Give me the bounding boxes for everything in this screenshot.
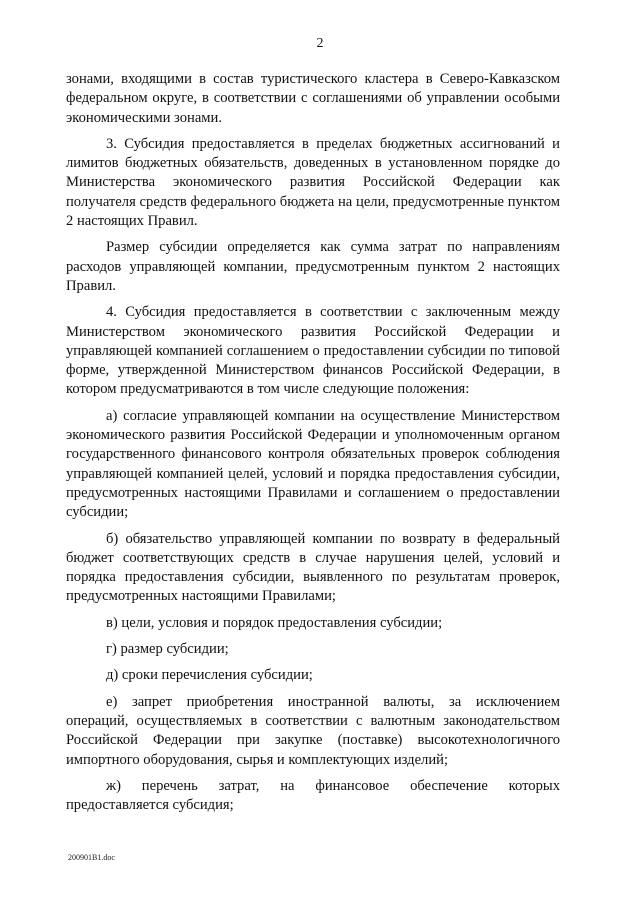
list-item-e: е) запрет приобретения иностранной валюты, за исключением операций, осуществляемых в соответствии с валютным законодательством Российской Федерации при закупке (поставке) высокотехнологичного импортного оборудования, сырья и комплектующих изделий;	[66, 693, 560, 768]
list-item-zh: ж) перечень затрат, на финансовое обеспечение которых предоставляется субсидия;	[66, 777, 560, 814]
paragraph-subsidy-amount: Размер субсидии определяется как сумма затрат по направлениям расходов управляющей компании, предусмотренным пунктом 2 настоящих Правил.	[66, 239, 560, 294]
paragraph-continuation: зонами, входящими в состав туристического кластера в Северо-Кавказском федеральном округе, в соответствии с соглашениями об управлении особыми экономическими зонами.	[66, 71, 560, 126]
document-body	[66, 70, 560, 815]
list-item-b: б) обязательство управляющей компании по возврату в федеральный бюджет соответствующих средств в случае нарушения целей, условий и порядка предоставления субсидии, выявленного по результатам проверок, предусмотренных настоящими Правилами;	[66, 530, 560, 605]
footer-filename: 200901B1.doc	[68, 853, 115, 862]
list-item-d: д) сроки перечисления субсидии;	[106, 667, 313, 684]
paragraph-clause-4: 4. Субсидия предоставляется в соответствии с заключенным между Министерством экономического развития Российской Федерации и управляющей компанией соглашением о предоставлении субсидии по типовой форме, утвержденной Министерством финансов Российской Федерации, в котором предусматриваются в том числе следующие положения:	[66, 304, 560, 398]
paragraph-clause-3: 3. Субсидия предоставляется в пределах бюджетных ассигнований и лимитов бюджетных обязательств, доведенных в установленном порядке до Министерства экономического развития Российской Федерации как получателя средств федерального бюджета на цели, предусмотренные пунктом 2 настоящих Правил.	[66, 135, 560, 230]
list-item-a: а) согласие управляющей компании на осуществление Министерством экономического развития Российской Федерации и уполномоченным органом государственного финансового контроля обязательных проверок соблюдения управляющей компанией целей, условий и порядка предоставления субсидии, предусмотренных настоящими Правилами и соглашением о предоставлении субсидии;	[66, 407, 560, 521]
page-number: 2	[316, 36, 324, 51]
list-item-v: в) цели, условия и порядок предоставления субсидии;	[106, 614, 443, 631]
list-item-g: г) размер субсидии;	[106, 641, 229, 658]
